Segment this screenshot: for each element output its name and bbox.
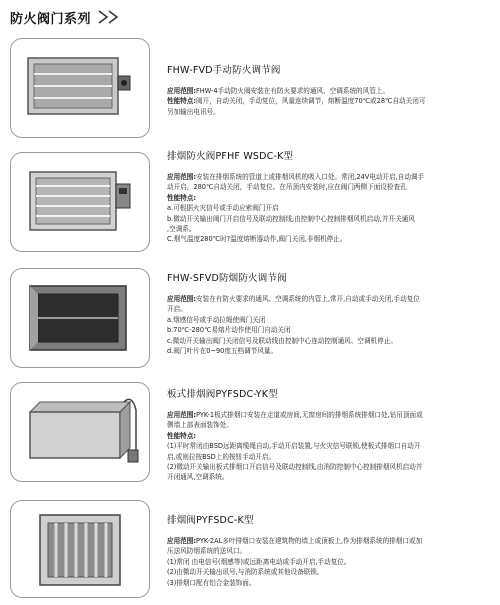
product-image-card-yk [10, 382, 150, 482]
product-desc-line: 开启。 [167, 305, 187, 314]
product-image-card-pyfsdc-k [10, 500, 150, 598]
double-chevron-right-icon [97, 10, 123, 24]
product-desc-line: b.70℃-280℃易熔片动作使用门自动关闭 [167, 326, 291, 335]
product-desc-line: 性能特点: [167, 431, 197, 440]
smoke-control-damper-image [20, 278, 140, 358]
product-desc-line: (2)由微动开关输出讯号,与消防系统或其他设备联锁。 [167, 568, 324, 577]
product-desc-line: (3)排烟口配有铝合金装饰面。 [167, 578, 256, 587]
product-pyfsdc-k [167, 512, 492, 588]
product-title: 排烟阀PYFSDC-K型 [167, 515, 254, 526]
product-desc-line: 应用范围:FHW-4手动防火阀安装在有防火要求的通风、空调系统的风管上。 [167, 87, 390, 95]
page-header [10, 6, 123, 28]
product-desc-line: 应用范围:PYK-1板式排烟口安装在走道或房间,无窗房间的排烟系统排烟口处,钻吊顶面或 [167, 411, 423, 419]
smoke-exhaust-valve-image [20, 509, 140, 589]
product-desc-line: b.微动开关输出阀门开启信号及联动控制线,由控制中心控制排烟风机启动,并开关通风 [167, 214, 415, 223]
product-desc-line: 应用范围:安装在有防火要求的通风、空调系统的内管上,常开,自动或手动关闭,手动复位 [167, 295, 420, 303]
product-desc-line: 开闭通风,空调系统。 [167, 473, 229, 482]
product-title: FHW-SFVD防烟防火调节阀 [167, 273, 287, 284]
product-sfvd [167, 270, 492, 356]
product-desc-line: 应用范围:PYK-2AL多叶排烟口安装在建筑物的墙上或顶板上,作为排烟系统的排烟口或加 [167, 537, 423, 545]
smoke-fire-damper-image [20, 162, 140, 242]
product-desc-line: 侧墙上部表面装饰处。 [167, 421, 233, 430]
product-desc-line: 性能特点: [167, 193, 197, 202]
product-desc-line: C.烟气温度280℃时?温度熔断器动作,阀门关闭,非烟机停止。 [167, 235, 347, 244]
product-desc-line: a.烟感信号或手动拉绳使阀门关闭 [167, 315, 266, 324]
product-desc-line: d.阀门叶片在0~90度五档调节风量。 [167, 347, 278, 356]
product-title: 板式排烟阀PYFSDC-YK型 [167, 389, 278, 400]
product-desc-line: 动开启，280℃自动关闭，手动复位。在吊顶内安装时,应在阀门两侧下面设检查孔 [167, 183, 407, 192]
page-title: 防火阀门系列 [10, 11, 92, 27]
product-desc-line: 启,或则拉按BSD上的按钮手动开启。 [167, 452, 276, 461]
product-pfhf [167, 148, 492, 245]
product-desc-line: 性能特点:阀开，自动关闭，手动复位，风量连续调节，熔断温度70℃或28℃自动关闭可 [167, 97, 426, 106]
product-desc-line: (2)微动开关输出板式排烟口开启信号及联动控制线,由消防控制中心控制排烟风机启动并 [167, 463, 423, 472]
product-title: 排烟防火阀PFHF WSDC-K型 [167, 151, 294, 162]
product-desc-line: c.微动开关输出阀门关闭信号及联动线由控制中心连动控制通风、空调机停止。 [167, 336, 397, 345]
product-image-card-pfhf [10, 152, 150, 252]
product-image-card-sfvd [10, 268, 150, 368]
product-desc-line: (1)平时常闭由BSD远距离缆绳自动,手动开启装置,与火灾信号联锁,使板式排烟口自动开 [167, 442, 421, 451]
product-desc-line: (1)常闭 由电信号(烟感等)或远距离电动或手动开启,手动复位。 [167, 557, 351, 566]
product-title: FHW-FVD手动防火调节阀 [167, 65, 281, 76]
product-desc-line: ,空调系。 [167, 225, 196, 234]
product-desc-line: 另加输出电讯号。 [167, 107, 220, 116]
plate-smoke-vent-image [20, 392, 140, 472]
product-yk [167, 386, 492, 483]
product-desc-line: a.可根据火灾信号或手动应索阀门开启 [167, 204, 279, 213]
product-fvd [167, 62, 492, 117]
product-desc-line: 压送风防烟系统的送风口。 [167, 547, 247, 556]
product-image-card-fvd [10, 38, 150, 138]
fire-damper-image [20, 48, 140, 128]
product-desc-line: 应用范围:安装在排烟系统的管道上或排烟风机的吸入口处。常闭,24V电动开启,自动调手 [167, 173, 425, 181]
